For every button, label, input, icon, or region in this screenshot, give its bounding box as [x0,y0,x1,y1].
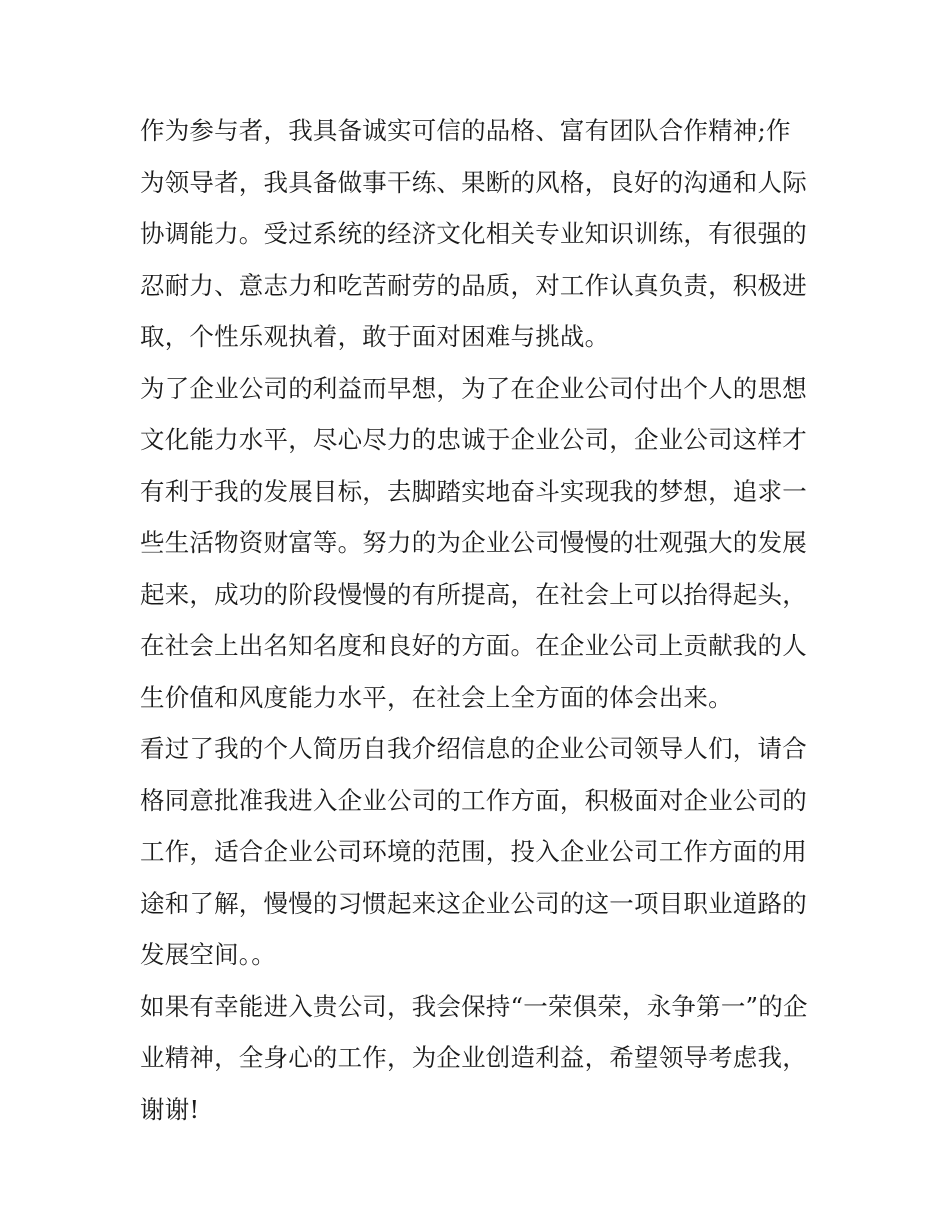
text-line: 协调能力。受过系统的经济文化相关专业知识训练，有很强的 [140,219,807,248]
body-text [140,105,820,1135]
text-line: 些生活物资财富等。努力的为企业公司慢慢的壮观强大的发展 [140,528,807,557]
text-line: 为了企业公司的利益而早想，为了在企业公司付出个人的思想 [140,373,807,403]
text-line: 为领导者，我具备做事干练、果断的风格，良好的沟通和人际 [140,167,807,197]
text-line: 作为参与者，我具备诚实可信的品格、富有团队合作精神;作 [140,116,791,145]
text-line: 发展空间。。 [140,940,276,969]
text-line: 工作，适合企业公司环境的范围，投入企业公司工作方面的用 [140,837,807,866]
text-line: 在社会上出名知名度和良好的方面。在企业公司上贡献我的人 [140,631,807,660]
text-line: 生价值和风度能力水平，在社会上全方面的体会出来。 [140,682,733,712]
text-line: 文化能力水平，尽心尽力的忠诚于企业公司，企业公司这样才 [140,425,807,454]
text-line: 有利于我的发展目标，去脚踏实地奋斗实现我的梦想，追求一 [140,476,807,506]
text-line: 谢谢! [140,1094,200,1124]
text-line: 如果有幸能进入贵公司，我会保持“一荣俱荣，永争第一”的企 [140,991,808,1021]
text-line: 起来，成功的阶段慢慢的有所提高，在社会上可以抬得起头， [140,579,807,609]
text-line: 格同意批准我进入企业公司的工作方面，积极面对企业公司的 [140,785,807,815]
text-line: 看过了我的个人简历自我介绍信息的企业公司领导人们，请合 [140,734,807,763]
text-line: 途和了解，慢慢的习惯起来这企业公司的这一项目职业道路的 [140,888,807,918]
text-line: 取，个性乐观执着，敢于面对困难与挑战。 [140,322,610,351]
text-line: 业精神，全身心的工作，为企业创造利益，希望领导考虑我， [140,1043,807,1072]
text-line: 忍耐力、意志力和吃苦耐劳的品质，对工作认真负责，积极进 [140,270,807,300]
